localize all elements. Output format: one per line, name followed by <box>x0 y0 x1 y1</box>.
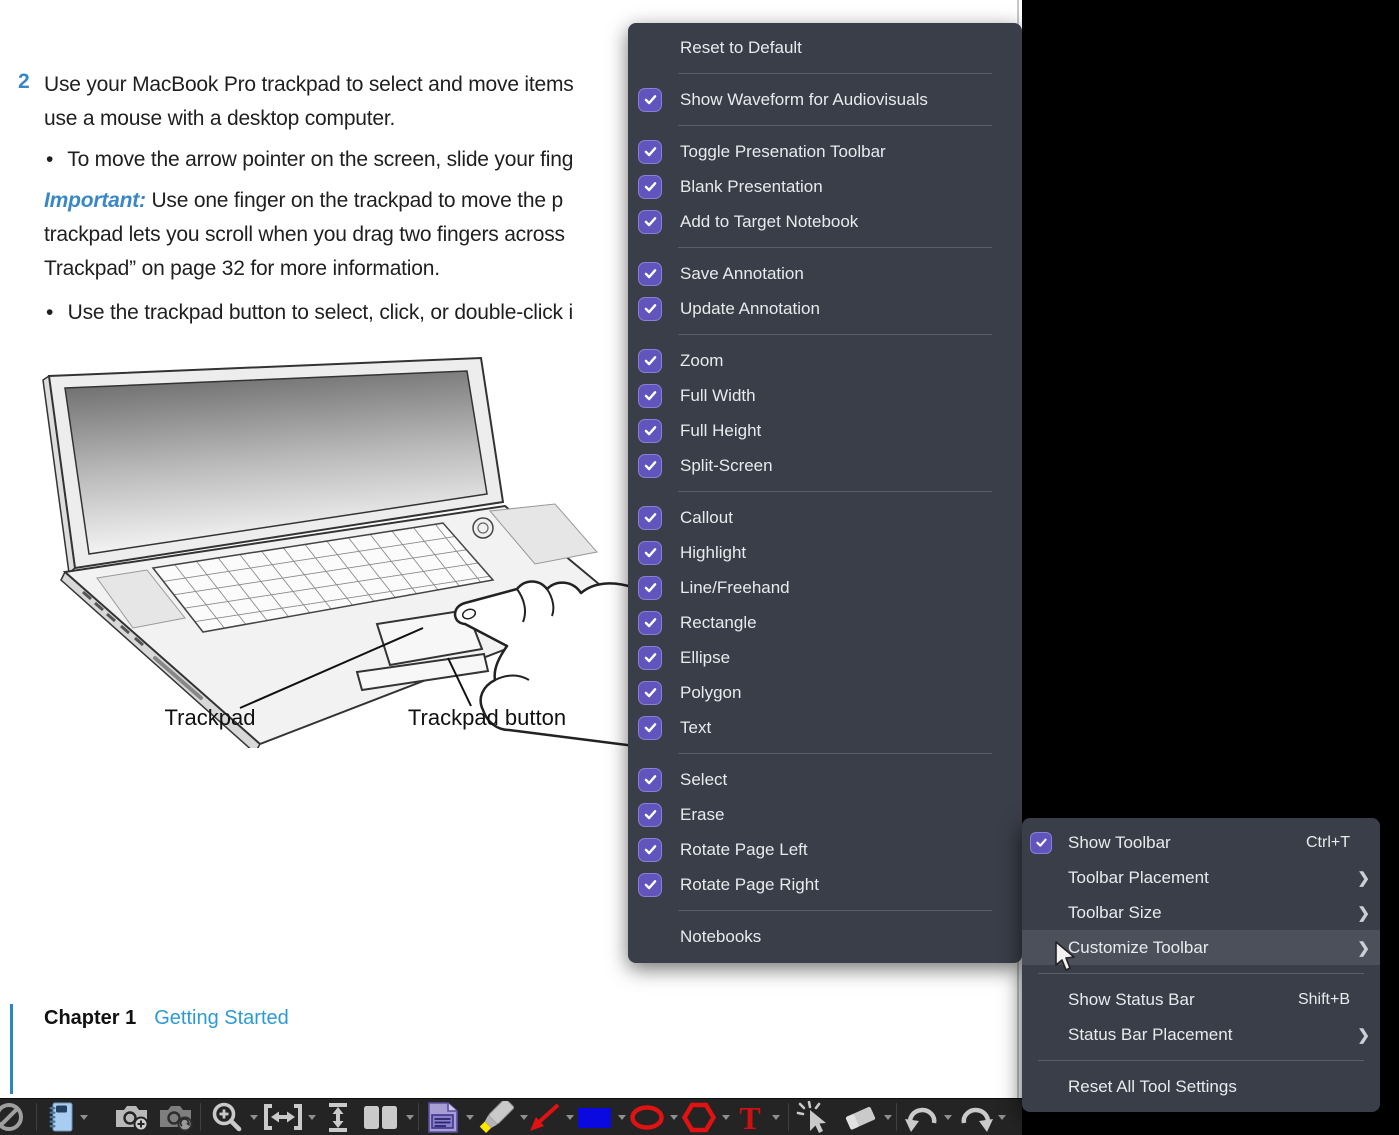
snapshot-export-icon[interactable] <box>156 1101 194 1134</box>
submenu-item-customize-toolbar[interactable]: Customize Toolbar ❯ <box>1022 930 1380 965</box>
checkbox-checked-icon[interactable] <box>638 576 662 600</box>
checkbox-checked-icon[interactable] <box>638 838 662 862</box>
mouse-cursor <box>1053 940 1077 972</box>
label-trackpad: Trackpad <box>164 705 256 730</box>
shortcut-label: Ctrl+T <box>1306 833 1350 851</box>
menu-separator <box>1038 973 1364 974</box>
checkbox-checked-icon[interactable] <box>638 768 662 792</box>
menu-item-line-freehand[interactable]: Line/Freehand <box>628 570 1022 605</box>
menu-item-callout[interactable]: Callout <box>628 500 1022 535</box>
notebook-icon[interactable] <box>46 1101 74 1134</box>
menu-separator <box>678 753 992 754</box>
dropdown-caret[interactable] <box>566 1115 574 1120</box>
customize-toolbar-menu <box>628 23 1022 963</box>
checkbox-checked-icon[interactable] <box>638 803 662 827</box>
menu-separator <box>678 73 992 74</box>
menu-separator <box>1038 1060 1364 1061</box>
dropdown-caret[interactable] <box>250 1115 258 1120</box>
menu-separator <box>678 125 992 126</box>
paragraph-step <box>44 68 644 136</box>
dropdown-caret[interactable] <box>670 1115 678 1120</box>
checkbox-checked-icon[interactable] <box>638 611 662 635</box>
menu-item-toggle-presentation-toolbar[interactable]: Toggle Presenation Toolbar <box>628 134 1022 169</box>
step-number: 2 <box>18 70 30 93</box>
checkbox-checked-icon[interactable] <box>638 88 662 112</box>
highlighter-icon[interactable] <box>476 1101 516 1134</box>
checkbox-checked-icon[interactable] <box>638 716 662 740</box>
submenu-item-toolbar-size[interactable]: Toolbar Size ❯ <box>1068 902 1370 922</box>
menu-item-rotate-page-left[interactable]: Rotate Page Left <box>628 832 1022 867</box>
bullet-item-1: • To move the arrow pointer on the screen, slide your fing <box>46 143 646 177</box>
dropdown-caret[interactable] <box>80 1115 88 1120</box>
line-freehand-icon[interactable] <box>526 1101 564 1134</box>
menu-item-blank-presentation[interactable]: Blank Presentation <box>628 169 1022 204</box>
label-trackpad-button: Trackpad button <box>407 705 567 730</box>
menu-item-update-annotation[interactable]: Update Annotation <box>628 291 1022 326</box>
footer <box>44 1007 289 1030</box>
bullet-glyph: • <box>46 148 54 171</box>
fit-height-icon[interactable] <box>320 1101 356 1134</box>
power-button <box>473 518 493 538</box>
checkbox-checked-icon[interactable] <box>638 297 662 321</box>
dropdown-caret[interactable] <box>308 1115 316 1120</box>
bullet-glyph: • <box>46 301 54 324</box>
toolbar-separator <box>36 1103 37 1131</box>
menu-item-rectangle[interactable]: Rectangle <box>628 605 1022 640</box>
dropdown-caret[interactable] <box>722 1115 730 1120</box>
checkbox-checked-icon[interactable] <box>638 140 662 164</box>
menu-item-save-annotation[interactable]: Save Annotation <box>628 256 1022 291</box>
checkbox-checked-icon[interactable] <box>638 419 662 443</box>
menu-separator <box>678 334 992 335</box>
toolbar-separator <box>896 1103 897 1131</box>
callout-icon[interactable] <box>424 1101 462 1134</box>
dropdown-caret[interactable] <box>406 1115 414 1120</box>
menu-separator <box>678 247 992 248</box>
menu-separator <box>678 910 992 911</box>
menu-item-add-to-target-notebook[interactable]: Add to Target Notebook <box>628 204 1022 239</box>
dropdown-caret[interactable] <box>618 1115 626 1120</box>
chevron-right-icon: ❯ <box>1357 869 1370 887</box>
menu-item-ellipse[interactable]: Ellipse <box>628 640 1022 675</box>
important-label: Important: <box>44 189 146 212</box>
submenu-item-toolbar-placement[interactable]: Toolbar Placement ❯ <box>1068 867 1370 887</box>
shortcut-label: Shift+B <box>1297 990 1350 1008</box>
checkbox-checked-icon[interactable] <box>638 681 662 705</box>
checkbox-checked-icon[interactable] <box>638 873 662 897</box>
snapshot-add-icon[interactable] <box>112 1101 150 1134</box>
menu-item-select[interactable]: Select <box>628 762 1022 797</box>
checkbox-checked-icon[interactable] <box>1030 832 1052 854</box>
footer-chapter: Chapter 1 <box>44 1007 137 1029</box>
chevron-right-icon: ❯ <box>1357 939 1370 957</box>
menu-item-show-waveform[interactable]: Show Waveform for Audiovisuals <box>628 82 1022 117</box>
step-line-2: use a mouse with a desktop computer. <box>44 107 396 130</box>
checkbox-checked-icon[interactable] <box>638 262 662 286</box>
checkbox-checked-icon[interactable] <box>638 349 662 373</box>
footer-accent-bar <box>10 1004 13 1094</box>
svg-text:T: T <box>739 1101 761 1134</box>
select-icon[interactable] <box>796 1101 836 1134</box>
dropdown-caret[interactable] <box>944 1115 952 1120</box>
split-screen-icon[interactable] <box>360 1101 402 1134</box>
dropdown-caret[interactable] <box>998 1115 1006 1120</box>
menu-item-rotate-page-right[interactable]: Rotate Page Right <box>628 867 1022 902</box>
ellipse-icon[interactable] <box>628 1101 666 1134</box>
menu-item-zoom[interactable]: Zoom <box>628 343 1022 378</box>
menu-item-text[interactable]: Text <box>628 710 1022 745</box>
redo-icon[interactable] <box>956 1101 996 1134</box>
menu-item-full-height[interactable]: Full Height <box>628 413 1022 448</box>
bullet-item-2: • Use the trackpad button to select, click, or double-click i <box>46 296 646 330</box>
zoom-in-icon[interactable] <box>210 1101 246 1134</box>
checkbox-checked-icon[interactable] <box>638 646 662 670</box>
menu-item-erase[interactable]: Erase <box>628 797 1022 832</box>
chevron-right-icon: ❯ <box>1357 904 1370 922</box>
menu-item-highlight[interactable]: Highlight <box>628 535 1022 570</box>
polygon-icon[interactable] <box>680 1101 718 1134</box>
checkbox-checked-icon[interactable] <box>638 175 662 199</box>
menu-item-reset-to-default[interactable]: Reset to Default <box>680 37 802 57</box>
chevron-right-icon: ❯ <box>1357 1026 1370 1044</box>
dropdown-caret[interactable] <box>466 1115 474 1120</box>
annotation-toolbar <box>0 1098 1022 1135</box>
menu-item-split-screen[interactable]: Split-Screen <box>628 448 1022 483</box>
dropdown-caret[interactable] <box>884 1115 892 1120</box>
footer-section: Getting Started <box>154 1007 289 1029</box>
submenu-item-show-status-bar[interactable]: Show Status Bar Shift+B <box>1068 989 1350 1009</box>
block-icon[interactable] <box>0 1101 26 1134</box>
text-icon[interactable] <box>734 1101 766 1134</box>
checkbox-checked-icon[interactable] <box>638 384 662 408</box>
step-line-1: Use your MacBook Pro trackpad to select and move items <box>44 73 574 96</box>
rectangle-icon[interactable] <box>576 1101 614 1134</box>
toolbar-separator <box>418 1103 419 1131</box>
checkbox-checked-icon[interactable] <box>638 506 662 530</box>
submenu-item-reset-all-tool-settings[interactable]: Reset All Tool Settings <box>1068 1076 1237 1096</box>
menu-item-notebooks[interactable]: Notebooks <box>680 926 762 946</box>
undo-icon[interactable] <box>902 1101 942 1134</box>
submenu-item-status-bar-placement[interactable]: Status Bar Placement ❯ <box>1068 1024 1370 1044</box>
dropdown-caret[interactable] <box>772 1115 780 1120</box>
fit-width-icon[interactable] <box>262 1101 304 1134</box>
menu-separator <box>678 491 992 492</box>
checkbox-checked-icon[interactable] <box>638 541 662 565</box>
menu-item-full-width[interactable]: Full Width <box>628 378 1022 413</box>
eraser-icon[interactable] <box>842 1101 880 1134</box>
toolbar-separator <box>200 1103 201 1131</box>
checkbox-checked-icon[interactable] <box>638 210 662 234</box>
menu-item-polygon[interactable]: Polygon <box>628 675 1022 710</box>
paragraph-important: Important: Use one finger on the trackpad to move the p trackpad lets you scroll when you drag two fingers across Trackpad” on page 32 for more information. <box>44 189 565 280</box>
laptop-illustration <box>35 356 635 748</box>
submenu-item-show-toolbar[interactable]: Show Toolbar Ctrl+T <box>1022 825 1380 860</box>
checkbox-checked-icon[interactable] <box>638 454 662 478</box>
toolbar-separator <box>788 1103 789 1131</box>
